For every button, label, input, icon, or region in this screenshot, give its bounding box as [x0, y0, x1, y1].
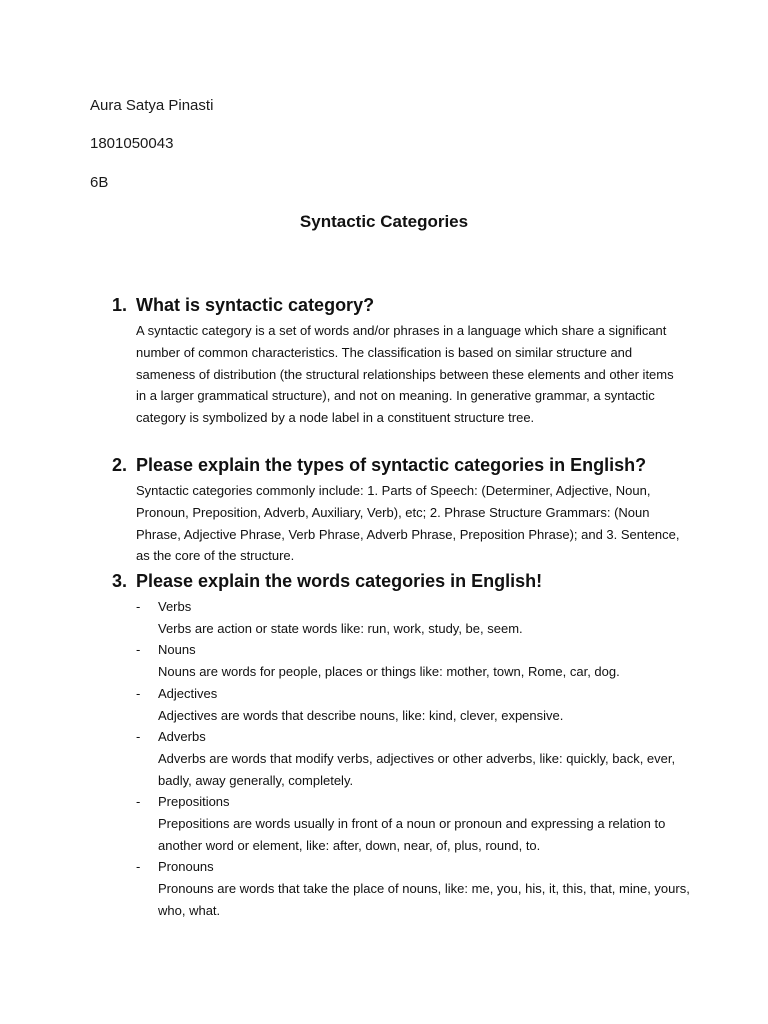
- category-description: Nouns are words for people, places or things like: mother, town, Rome, car, dog.: [158, 664, 620, 680]
- category-term: Adjectives: [158, 685, 218, 701]
- question-1-number: 1.: [112, 295, 128, 315]
- question-2-answer: Syntactic categories commonly include: 1. Parts of Speech: (Determiner, Adjective, Noun, Pronoun, Preposition, Adverb, Auxiliary, Verb), etc; 2. Phrase Structure Grammars: (Noun Phrase, Adjective Phrase, Verb Phrase, Adverb Phrase, Preposition Phrase); and 3. Sentence, as the core of the structure.: [136, 483, 680, 564]
- category-description: Verbs are action or state words like: run, work, study, be, seem.: [158, 620, 523, 636]
- list-item: [136, 596, 696, 639]
- list-bullet: -: [136, 729, 141, 745]
- list-item: [136, 856, 696, 921]
- category-description: Adjectives are words that describe nouns, like: kind, clever, expensive.: [158, 707, 564, 723]
- list-bullet: -: [136, 599, 141, 614]
- category-term: Nouns: [158, 642, 196, 658]
- category-term: Pronouns: [158, 859, 214, 875]
- category-description: Adverbs are words that modify verbs, adjectives or other adverbs, like: quickly, back, ever, badly, away generally, completely.: [158, 750, 676, 788]
- category-term: Prepositions: [158, 794, 230, 810]
- question-3-text: Please explain the words categories in English!: [136, 571, 543, 591]
- list-item: [136, 791, 696, 856]
- question-2-text: Please explain the types of syntactic categories in English?: [136, 455, 647, 475]
- word-categories-list: [136, 596, 696, 922]
- question-3-number: 3.: [112, 571, 128, 591]
- category-description: Pronouns are words that take the place of nouns, like: me, you, his, it, this, that, mine, yours, who, what.: [158, 881, 690, 918]
- author-name: Aura Satya Pinasti: [90, 97, 214, 114]
- list-bullet: -: [136, 859, 141, 875]
- list-item: [136, 683, 696, 726]
- category-description: Prepositions are words usually in front of a noun or pronoun and expressing a relation to another word or element, like: after, down, near, of, plus, round, to.: [158, 816, 666, 853]
- question-1-heading: [112, 294, 712, 316]
- question-3-heading: [112, 570, 712, 592]
- question-2-number: 2.: [112, 455, 128, 475]
- question-2-heading: [112, 454, 712, 476]
- list-item: [136, 726, 696, 791]
- list-bullet: -: [136, 794, 141, 810]
- student-id: 1801050043: [90, 135, 174, 152]
- class-label: 6B: [90, 174, 109, 191]
- list-item: [136, 639, 696, 682]
- question-1-text: What is syntactic category?: [136, 295, 375, 315]
- question-1-answer: A syntactic category is a set of words and/or phrases in a language which share a significant number of common characteristics. The classification is based on similar structure and sameness of distribution (the structural relationships between these elements and other items in a larger grammatical structure), and not on meaning. In generative grammar, a syntactic category is symbolized by a node label in a constituent structure tree.: [136, 323, 674, 426]
- list-bullet: -: [136, 685, 141, 701]
- category-term: Adverbs: [158, 729, 206, 745]
- list-bullet: -: [136, 642, 141, 658]
- category-term: Verbs: [158, 599, 192, 614]
- document-title: Syntactic Categories: [299, 212, 469, 231]
